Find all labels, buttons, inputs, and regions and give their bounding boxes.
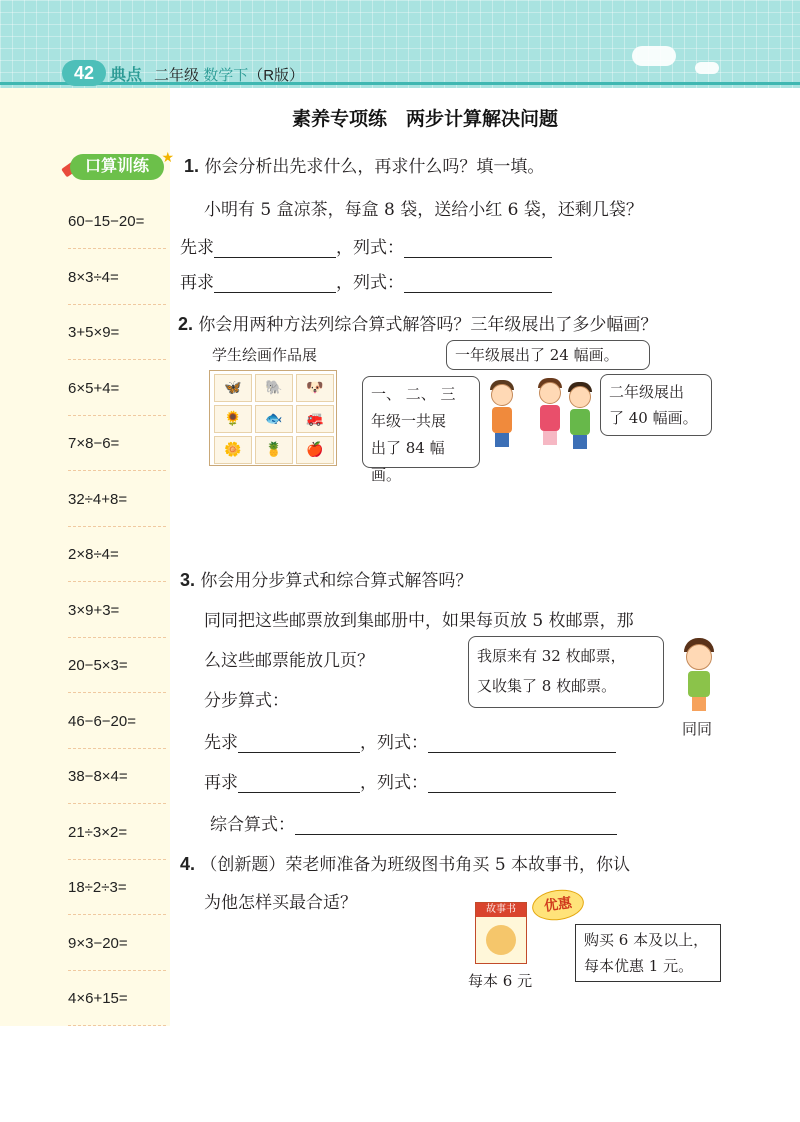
q1-second-formula-blank[interactable] [404,272,552,293]
q3-number: 3. [180,570,196,590]
oral-practice-badge [62,150,174,182]
oral-practice-item: 46−6−20= [68,694,166,749]
q4-prompt-text: 荣老师准备为班级图书角买 5 本故事书，你认 [285,855,631,875]
q1-formula-label: ，列式： [336,238,404,258]
gallery-painting: 🐶 [296,374,334,402]
edition-label: （R版） [248,67,305,84]
q3-second-label: 再求 [204,773,238,793]
price-label: 每本 6 元 [468,972,533,990]
discount-badge: 优惠 [530,887,586,924]
subject-label: 数学下 [203,67,249,84]
q3-second-row [204,768,616,793]
q3-second-blank[interactable] [238,772,360,793]
brand-logo: 典点 [110,67,143,84]
gallery-painting: 🦋 [214,374,252,402]
storybook-cover-art [486,925,516,955]
q3-first-label: 先求 [204,733,238,753]
q3-formula-label: ，列式： [360,733,428,753]
q4-prompt [180,850,630,875]
q3-prompt [180,566,472,591]
gallery-painting: 🌻 [214,405,252,433]
q1-second-blank[interactable] [214,272,336,293]
q4-tag: （创新题） [200,855,286,875]
oral-practice-item: 3×9+3= [68,583,166,638]
gallery-painting: 🍎 [296,436,334,464]
bubble-line: 一、 二、 三 [371,385,456,403]
q1-second-label: 再求 [180,273,214,293]
bubble-line: 我原来有 32 枚邮票， [477,647,626,665]
grade-label: 二年级 [154,67,200,84]
q3-story-line: 同同把这些邮票放到集邮册中，如果每页放 5 枚邮票，那 [204,611,634,631]
gallery-painting: 🐟 [255,405,293,433]
oral-practice-item: 18÷2÷3= [68,860,166,915]
gallery-title: 学生绘画作品展 [212,346,318,364]
q3-story-line: 么这些邮票能放几页？ [204,651,374,671]
discount-line: 每本优惠 1 元。 [584,957,694,975]
oral-practice-item: 38−8×4= [68,749,166,804]
star-icon: ★ [161,150,174,166]
bubble-line: 又收集了 8 枚邮票。 [477,677,617,695]
oral-practice-item: 4×6+15= [68,971,166,1026]
q1-first-formula-blank[interactable] [404,237,552,258]
oral-practice-item: 32÷4+8= [68,472,166,527]
gallery-painting: 🌼 [214,436,252,464]
oral-practice-item: 9×3−20= [68,916,166,971]
speech-bubble-grade2 [600,374,712,436]
bubble-line: 出了 84 幅画。 [371,439,445,484]
q2-prompt [178,310,657,335]
page-title: 素养专项练 两步计算解决问题 [292,108,559,130]
character-name: 同同 [682,720,713,738]
q4-prompt-line2: 为他怎样买最合适？ [204,893,357,913]
bubble-line: 年级一共展 [371,412,447,430]
q1-formula-label: ，列式： [336,273,404,293]
oral-practice-item: 3+5×9= [68,305,166,360]
bubble-line: 二年级展出 [609,383,685,401]
combined-formula-blank[interactable] [295,814,617,835]
discount-line: 购买 6 本及以上， [584,931,709,949]
gallery-painting: 🐘 [255,374,293,402]
storybook-title: 故事书 [476,903,526,917]
q3-first-blank[interactable] [238,732,360,753]
speech-bubble-total [362,376,480,484]
combined-formula-label: 综合算式： [210,815,295,835]
oral-practice-item: 21÷3×2= [68,805,166,860]
q1-first-label: 先求 [180,238,214,258]
step-formula-label: 分步算式： [204,691,289,711]
q1-first-row [180,233,552,258]
speech-bubble-stamps [468,636,664,708]
bubble-line: 了 40 幅画。 [609,409,698,427]
q3-first-row [204,728,616,753]
oral-practice-item: 7×8−6= [68,416,166,471]
q1-number: 1. [184,156,200,176]
cloud-icon [695,62,719,74]
storybook-icon [475,902,527,964]
discount-note [575,924,721,982]
gallery-painting: 🍍 [255,436,293,464]
q4-number: 4. [180,854,196,874]
q3-first-formula-blank[interactable] [428,732,616,753]
gallery-painting: 🚒 [296,405,334,433]
oral-practice-item: 8×3÷4= [68,250,166,305]
q1-story: 小明有 5 盒凉茶，每盒 8 袋，送给小红 6 袋，还剩几袋？ [204,200,643,220]
q3-formula-label: ，列式： [360,773,428,793]
oral-practice-label: 口算训练 [70,154,164,180]
q1-prompt [184,152,544,177]
cloud-icon [632,46,676,66]
oral-practice-item: 20−5×3= [68,638,166,693]
q1-prompt-text: 你会分析出先求什么，再求什么吗？填一填。 [204,157,545,177]
page-number: 42 [62,60,106,86]
q2-prompt-text: 你会用两种方法列综合算式解答吗？三年级展出了多少幅画？ [198,315,658,335]
q3-second-formula-blank[interactable] [428,772,616,793]
q3-combined-row [210,810,617,835]
oral-practice-item: 2×8÷4= [68,527,166,582]
q1-first-blank[interactable] [214,237,336,258]
book-title [154,64,304,85]
q1-second-row [180,268,552,293]
oral-practice-item: 60−15−20= [68,194,166,249]
speech-bubble-grade1: 一年级展出了 24 幅画。 [446,340,650,370]
q2-number: 2. [178,314,194,334]
oral-practice-item: 6×5+4= [68,361,166,416]
tongtong-illustration [674,638,724,714]
gallery-board [209,370,337,466]
q3-prompt-text: 你会用分步算式和综合算式解答吗？ [200,571,473,591]
